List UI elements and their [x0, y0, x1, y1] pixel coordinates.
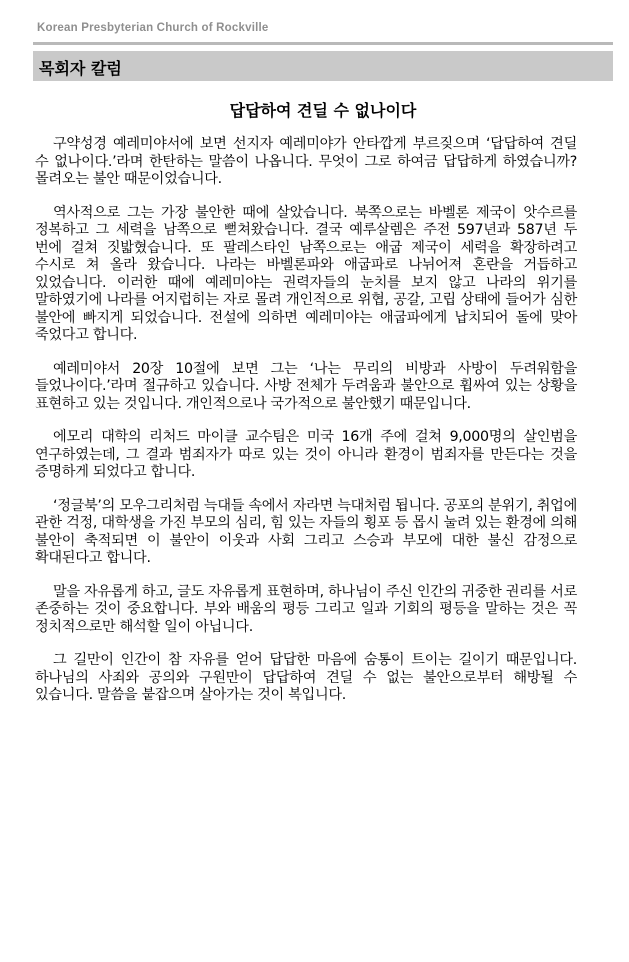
newsletter-masthead: [33, 22, 613, 42]
paragraph: ‘정글북’의 모우그리처럼 늑대들 속에서 자라면 늑대처럼 됩니다. 공포의 분위기, 취업에 관한 걱정, 대학생을 가진 부모의 심리, 힘 있는 자들의 횡포 등 몹시 눌려 있는 환경에 의해 불안이 축적되면 이 불안이 이웃과 사회 그리고 스승과 부모에 대한 불신 감정으로 확대된다고 합니다.: [35, 497, 577, 566]
masthead-rule: [33, 42, 613, 45]
article-title: 답답하여 견딜 수 없나이다: [229, 101, 417, 120]
section-header-bar: [33, 51, 613, 81]
paragraph: 역사적으로 그는 가장 불안한 때에 살았습니다. 북쪽으로는 바벨론 제국이 앗수르를 정복하고 그 세력을 남쪽으로 뻗쳐왔습니다. 결국 예루살렘은 주전 597년과 587년 두 번에 걸쳐 짓밟혔습니다. 또 팔레스타인 남쪽으로는 애굽 제국이 세력을 확장하려고 수시로 쳐 올라 왔습니다. 나라는 바벨론파와 애굽파로 나뉘어져 혼란을 거듭하고 있었습니다. 이러한 때에 예레미야는 권력자들의 눈치를 보지 않고 나라의 위기를 말하였기에 나라를 어지럽히는 자로 몰려 개인적으로 위협, 공갈, 고립 상태에 들어가 심한 불안에 빠지게 되었습니다. 전설에 의하면 예레미야는 애굽파에게 납치되어 돌에 맞아 죽었다고 합니다.: [35, 204, 577, 343]
paragraph: 구약성경 예레미야서에 보면 선지자 예레미야가 안타깝게 부르짖으며 ‘답답하여 견딜 수 없나이다.’라며 한탄하는 말씀이 나옵니다. 무엇이 그로 하여금 답답하게 하였습니까? 몰려오는 불안 때문이었습니다.: [35, 136, 577, 187]
paragraph: 그 길만이 인간이 참 자유를 얻어 답답한 마음에 숨통이 트이는 길이기 때문입니다. 하나님의 사죄와 공의와 구원만이 답답하여 견딜 수 없는 불안으로부터 해방될 수 있습니다. 말씀을 붙잡으며 살아가는 것이 복입니다.: [35, 652, 577, 703]
paragraph: 말을 자유롭게 하고, 글도 자유롭게 표현하며, 하나님이 주신 인간의 귀중한 권리를 서로 존중하는 것이 중요합니다. 부와 배움의 평등 그리고 일과 기회의 평등을 말하는 것은 꼭 정치적으로만 해석할 일이 아닙니다.: [35, 583, 577, 635]
church-name: Korean Presbyterian Church of Rockville: [37, 22, 269, 34]
paragraph: 예레미야서 20장 10절에 보면 그는 ‘나는 무리의 비방과 사방이 두려워함을 들었나이다.’라며 절규하고 있습니다. 사방 전체가 두려움과 불안으로 휩싸여 있는 상황을 표현하고 있는 것입니다. 개인적으로나 국가적으로 불안했기 때문입니다.: [35, 360, 577, 412]
section-title: 목회자 칼럼: [39, 59, 122, 78]
article-body: [35, 136, 577, 705]
paragraph: 에모리 대학의 리처드 마이클 교수팀은 미국 16개 주에 걸쳐 9,000명의 살인범을 연구하였는데, 그 결과 범죄자가 따로 있는 것이 아니라 환경이 범죄자를 만든다는 것을 증명하게 되었다고 합니다.: [35, 429, 577, 480]
